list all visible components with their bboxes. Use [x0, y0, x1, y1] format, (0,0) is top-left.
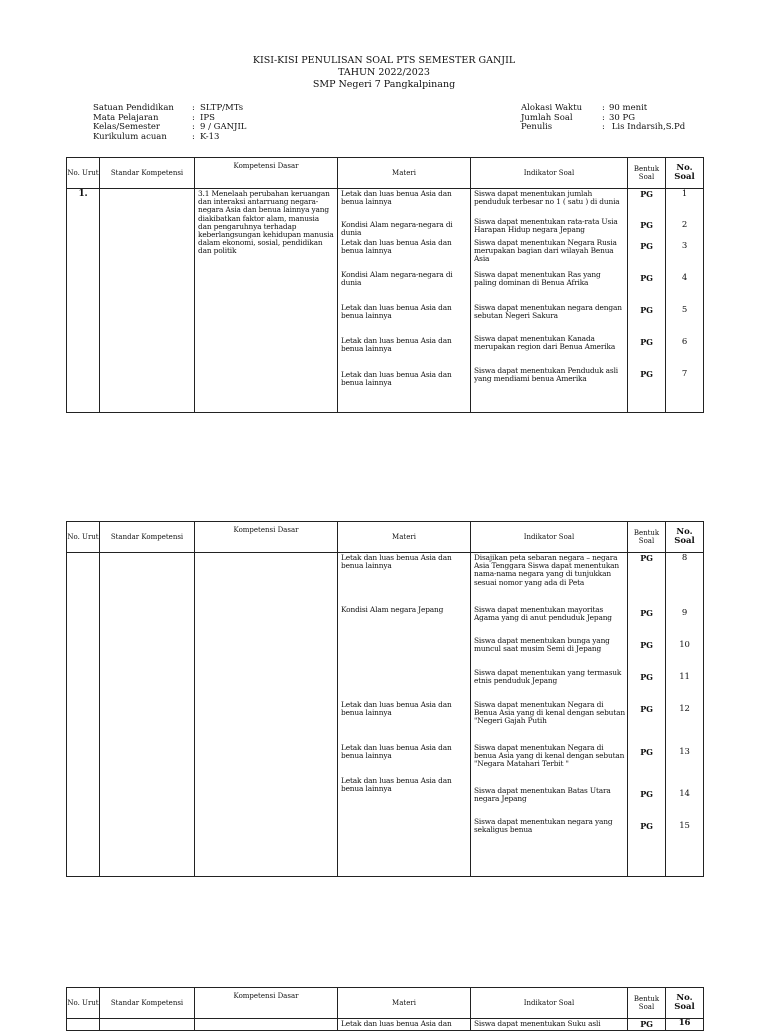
indikator-text: Siswa dapat menentukan negara dengan sebutan Negeri Sakura	[474, 303, 622, 321]
indikator-text: Disajikan peta sebaran negara – negara Asia Tenggara Siswa dapat menentukan nama-nama negara yang di tunjukkan sesuai nomor yang ada di Peta	[474, 553, 620, 587]
materi-text: Letak dan luas benua Asia dan benua lainnya	[341, 700, 452, 718]
meta-value: 9 / GANJIL	[200, 122, 247, 133]
nomor-soal: 10	[679, 640, 690, 650]
indikator-text: Siswa dapat menentukan Ras yang paling dominan di Benua Afrika	[474, 270, 601, 288]
col-header-bentuk: Bentuk Soal	[628, 522, 666, 553]
col-header-nosoal: No. Soal	[666, 988, 704, 1019]
indikator-text: Siswa dapat menentukan Batas Utara negara Jepang	[474, 786, 611, 804]
col-header-no: No. Urut	[67, 158, 100, 189]
cell-indikator	[471, 189, 628, 413]
nomor-soal: 8	[681, 553, 688, 563]
nomor-soal: 11	[679, 672, 690, 682]
meta-sep: :	[602, 122, 605, 133]
meta-sep: :	[602, 103, 605, 113]
indikator-text: Siswa dapat menentukan negara yang sekaligus benua	[474, 817, 613, 835]
cell-no	[67, 553, 100, 877]
cell-no	[67, 189, 100, 413]
cell-bentuk	[628, 553, 666, 877]
col-header-indikator: Indikator Soal	[471, 988, 628, 1019]
bentuk-soal: PG	[640, 305, 653, 315]
cell-bentuk	[628, 189, 666, 413]
document-year: TAHUN 2022/2023	[338, 67, 430, 78]
nomor-soal: 2	[681, 220, 688, 230]
meta-label: Jumlah Soal	[521, 112, 573, 123]
row-number: 1.	[78, 189, 88, 199]
col-header-sk: Standar Kompetensi	[100, 988, 195, 1019]
nomor-soal: 1	[681, 189, 688, 199]
bentuk-soal: PG	[640, 608, 653, 618]
nomor-soal: 14	[679, 789, 690, 799]
col-header-bentuk: Bentuk Soal	[628, 158, 666, 189]
col-header-sk: Standar Kompetensi	[100, 522, 195, 553]
meta-sep: :	[192, 103, 195, 113]
col-header-kd: Kompetensi Dasar	[195, 158, 338, 189]
nomor-soal: 12	[679, 704, 690, 714]
col-header-nosoal: No. Soal	[666, 158, 704, 189]
materi-text: Kondisi Alam negara-negara di dunia	[341, 220, 453, 238]
meta-value: Lis Indarsih,S.Pd	[609, 122, 686, 133]
indikator-text: Siswa dapat menentukan Kanada merupakan region dari Benua Amerika	[474, 334, 616, 352]
kompetensi-dasar-text: 3.1 Menelaah perubahan keruangan dan interaksi antarruang negara-negara Asia dan benua lainnya yang diakibatkan faktor alam, manusia dan pengaruhnya terhadap keberlangsungan kehidupan manusia dalam ekonomi, sosial, pendidikan dan politik	[198, 189, 334, 256]
cell-sk	[100, 1019, 195, 1031]
cell-indikator	[471, 553, 628, 877]
col-header-bentuk: Bentuk Soal	[628, 988, 666, 1019]
materi-text: Letak dan luas benua Asia dan benua lainnya	[341, 743, 452, 761]
col-header-materi: Materi	[338, 988, 471, 1019]
meta-label: Kelas/Semester	[93, 122, 160, 133]
cell-nosoal	[666, 189, 704, 413]
bentuk-soal: PG	[640, 369, 653, 379]
col-header-materi: Materi	[338, 522, 471, 553]
cell-materi	[338, 189, 471, 413]
nomor-soal: 3	[681, 241, 688, 251]
nomor-soal: 7	[681, 369, 688, 379]
meta-value: 90 menit	[609, 103, 648, 113]
indikator-text: Siswa dapat menentukan jumlah penduduk terbesar no 1 ( satu ) di dunia	[474, 189, 620, 207]
materi-text: Letak dan luas benua Asia dan benua lainnya	[341, 370, 452, 388]
nomor-soal: 9	[681, 608, 688, 618]
bentuk-soal: PG	[640, 747, 653, 757]
cell-sk	[100, 189, 195, 413]
meta-right	[521, 104, 685, 133]
meta-label: Penulis	[521, 122, 553, 133]
materi-text: Letak dan luas benua Asia dan benua lainnya	[341, 553, 452, 571]
nomor-soal: 15	[679, 821, 690, 831]
meta-label: Satuan Pendidikan	[93, 103, 174, 113]
meta-value: K-13	[200, 131, 220, 142]
bentuk-soal: PG	[640, 672, 653, 682]
materi-text: Kondisi Alam negara-negara di dunia	[341, 270, 453, 288]
indikator-text: Siswa dapat menentukan yang termasuk etnis penduduk Jepang	[474, 668, 622, 686]
bentuk-soal: PG	[640, 273, 653, 283]
nomor-soal: 6	[681, 337, 688, 347]
indikator-text: Siswa dapat menentukan Negara di Benua Asia yang di kenal dengan sebutan "Negeri Gajah Putih	[474, 700, 625, 726]
cell-kd	[195, 189, 338, 413]
bentuk-soal: PG	[640, 789, 653, 799]
nomor-soal: 4	[681, 273, 688, 283]
col-header-kd: Kompetensi Dasar	[195, 522, 338, 553]
meta-sep: :	[192, 122, 195, 133]
kisi-table-2	[66, 521, 704, 877]
materi-text: Kondisi Alam negara Jepang	[341, 605, 444, 614]
bentuk-soal: PG	[640, 704, 653, 714]
bentuk-soal: PG	[640, 241, 653, 251]
cell-sk	[100, 553, 195, 877]
col-header-sk: Standar Kompetensi	[100, 158, 195, 189]
cell-materi	[338, 1019, 471, 1031]
col-header-kd: Kompetensi Dasar	[195, 988, 338, 1019]
col-header-materi: Materi	[338, 158, 471, 189]
materi-text: Letak dan luas benua Asia dan benua lainnya	[341, 336, 452, 354]
meta-value: IPS	[200, 112, 215, 123]
nomor-soal: 16	[678, 1018, 691, 1028]
school-name: SMP Negeri 7 Pangkalpinang	[312, 79, 456, 90]
col-header-indikator: Indikator Soal	[471, 522, 628, 553]
cell-bentuk	[628, 1019, 666, 1031]
materi-text: Letak dan luas benua Asia dan benua lainnya	[341, 776, 452, 794]
indikator-text: Siswa dapat menentukan Negara di benua Asia yang di kenal dengan sebutan "Negara Matahari Terbit "	[474, 743, 625, 769]
cell-kd	[195, 1019, 338, 1031]
meta-value: SLTP/MTs	[200, 103, 244, 113]
cell-no	[67, 1019, 100, 1031]
indikator-text: Siswa dapat menentukan Penduduk asli yang mendiami benua Amerika	[474, 366, 619, 384]
bentuk-soal: PG	[640, 821, 653, 831]
indikator-text: Siswa dapat menentukan bunga yang muncul saat musim Semi di Jepang	[474, 636, 610, 654]
meta-sep: :	[192, 112, 195, 123]
meta-label: Alokasi Waktu	[521, 103, 583, 113]
bentuk-soal: PG	[640, 1019, 653, 1029]
cell-materi	[338, 553, 471, 877]
nomor-soal: 5	[681, 305, 688, 315]
bentuk-soal: PG	[640, 220, 653, 230]
materi-text: Letak dan luas benua Asia dan benua lainnya	[341, 189, 452, 207]
nomor-soal: 13	[679, 747, 690, 757]
bentuk-soal: PG	[640, 553, 653, 563]
cell-nosoal	[666, 1019, 704, 1031]
bentuk-soal: PG	[640, 189, 653, 199]
cell-indikator	[471, 1019, 628, 1031]
col-header-no: No. Urut	[67, 988, 100, 1019]
cell-nosoal	[666, 553, 704, 877]
meta-label: Kurikulum acuan	[93, 131, 167, 142]
meta-sep: :	[602, 112, 605, 123]
bentuk-soal: PG	[640, 640, 653, 650]
col-header-nosoal: No. Soal	[666, 522, 704, 553]
indikator-text: Siswa dapat menentukan rata-rata Usia Harapan Hidup negara Jepang	[474, 217, 618, 235]
bentuk-soal: PG	[640, 337, 653, 347]
meta-value: 30 PG	[609, 112, 636, 123]
kisi-table-1	[66, 157, 704, 413]
materi-text: Letak dan luas benua Asia dan benua lainnya	[341, 238, 452, 256]
col-header-indikator: Indikator Soal	[471, 158, 628, 189]
kisi-table-3	[66, 987, 704, 1031]
col-header-no: No. Urut	[67, 522, 100, 553]
meta-left	[93, 104, 246, 142]
indikator-text: Siswa dapat menentukan mayoritas Agama yang di anut penduduk Jepang	[474, 605, 612, 623]
indikator-text: Siswa dapat menentukan Suku asli	[474, 1019, 601, 1028]
meta-label: Mata Pelajaran	[93, 112, 159, 123]
meta-sep: :	[192, 131, 195, 142]
materi-text: Letak dan luas benua Asia dan	[341, 1019, 452, 1028]
cell-kd	[195, 553, 338, 877]
materi-text: Letak dan luas benua Asia dan benua lainnya	[341, 303, 452, 321]
document-title: KISI-KISI PENULISAN SOAL PTS SEMESTER GANJIL	[252, 55, 516, 66]
indikator-text: Siswa dapat menentukan Negara Rusia merupakan bagian dari wilayah Benua Asia	[474, 238, 617, 264]
